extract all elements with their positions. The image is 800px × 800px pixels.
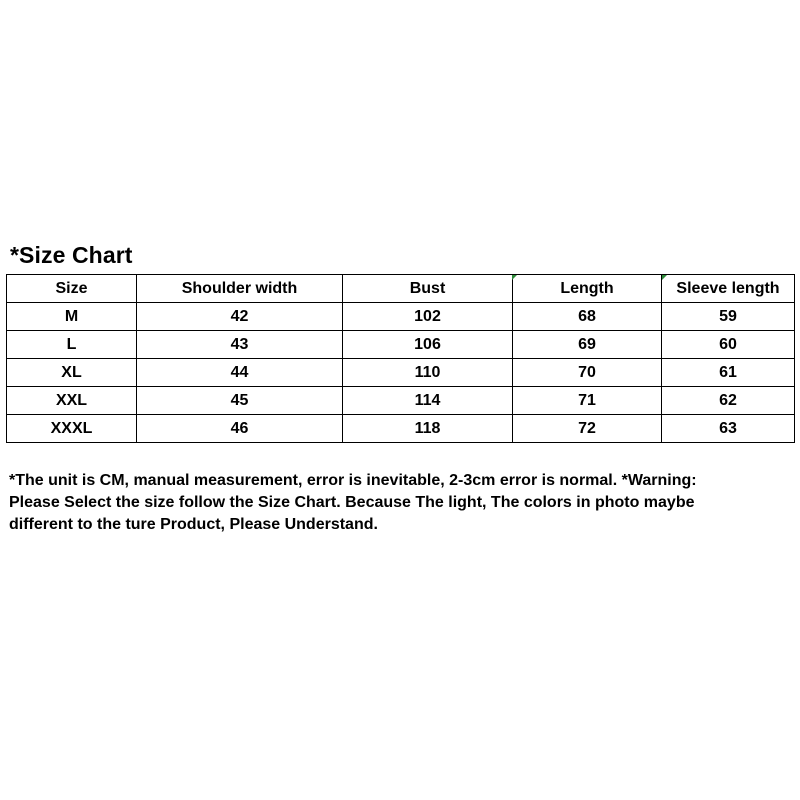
cell-bust: 114 <box>343 387 513 415</box>
table-row <box>7 415 795 443</box>
cell-bust: 102 <box>343 303 513 331</box>
cell-sleeve-length: 63 <box>662 415 795 443</box>
header-length: Length <box>513 275 662 303</box>
cell-shoulder-width: 42 <box>137 303 343 331</box>
cell-bust: 118 <box>343 415 513 443</box>
table-row <box>7 331 795 359</box>
cell-size: XXXL <box>7 415 137 443</box>
cell-sleeve-length: 59 <box>662 303 795 331</box>
note-line: Please Select the size follow the Size Chart. Because The light, The colors in photo maybe <box>9 494 695 511</box>
note-line: *The unit is CM, manual measurement, error is inevitable, 2-3cm error is normal. *Warning: <box>9 472 697 489</box>
cell-bust: 106 <box>343 331 513 359</box>
corner-mark-sleeve <box>662 275 667 280</box>
cell-length: 70 <box>513 359 662 387</box>
cell-size: M <box>7 303 137 331</box>
header-size: Size <box>7 275 137 303</box>
cell-sleeve-length: 62 <box>662 387 795 415</box>
size-notes <box>9 470 794 536</box>
cell-length: 68 <box>513 303 662 331</box>
cell-length: 69 <box>513 331 662 359</box>
size-chart-title: *Size Chart <box>10 242 133 268</box>
cell-shoulder-width: 45 <box>137 387 343 415</box>
cell-shoulder-width: 46 <box>137 415 343 443</box>
note-line: different to the ture Product, Please Understand. <box>9 516 378 533</box>
corner-mark-length <box>512 275 517 280</box>
cell-sleeve-length: 60 <box>662 331 795 359</box>
cell-shoulder-width: 43 <box>137 331 343 359</box>
cell-size: XL <box>7 359 137 387</box>
table-header-row <box>7 275 795 303</box>
header-bust: Bust <box>343 275 513 303</box>
cell-size: XXL <box>7 387 137 415</box>
table-row <box>7 303 795 331</box>
cell-bust: 110 <box>343 359 513 387</box>
size-chart-table <box>6 274 795 443</box>
cell-length: 72 <box>513 415 662 443</box>
cell-shoulder-width: 44 <box>137 359 343 387</box>
table-row <box>7 359 795 387</box>
header-shoulder-width: Shoulder width <box>137 275 343 303</box>
header-sleeve-length: Sleeve length <box>662 275 795 303</box>
cell-size: L <box>7 331 137 359</box>
cell-sleeve-length: 61 <box>662 359 795 387</box>
table-row <box>7 387 795 415</box>
cell-length: 71 <box>513 387 662 415</box>
